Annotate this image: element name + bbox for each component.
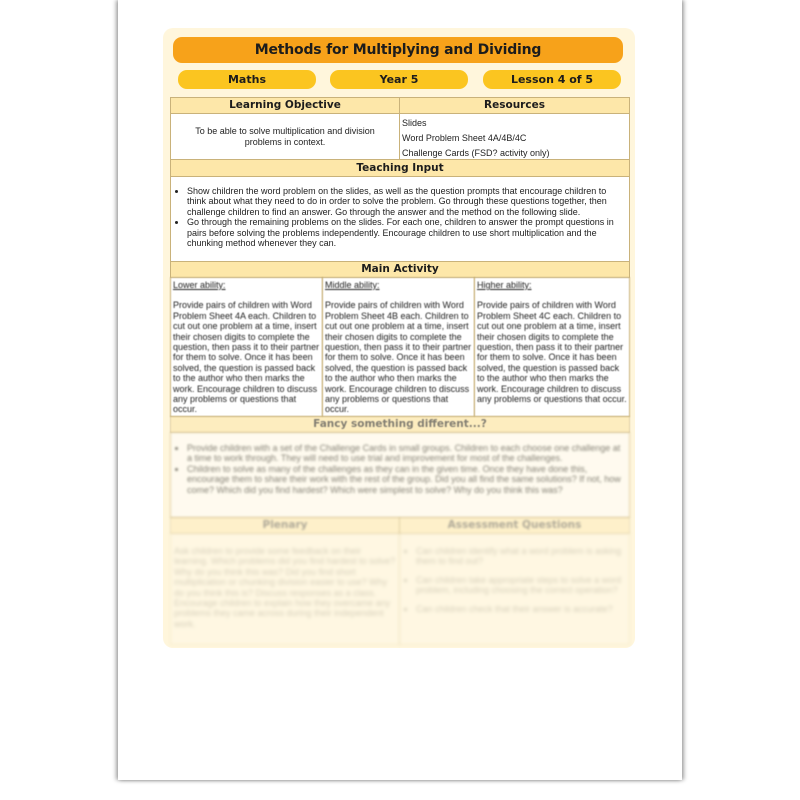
main-activity-header: Main Activity	[170, 261, 630, 278]
lower-ability-text: Provide pairs of children with Word Problem Sheet 4A each. Children to cut out one problem at a time, insert their chosen digits to complete the question, then pass it to their partner for them to solve. Once it has been solved, the question is passed back to the author who then marks the work. Encourage children to discuss any problems or questions that occur.	[173, 300, 320, 415]
higher-ability-label: Higher ability:	[477, 280, 532, 290]
plenary-box	[170, 533, 400, 645]
resource-item: Challenge Cards (FSD? activity only)	[402, 148, 550, 158]
teaching-input-item: • Show children the word problem on the slides, as well as the question prompts that encourage children to think about what they need to do in order to solve the problem. Go through these questions together, then challenge children to find an answer. Go through the answer and the method on the following slide.	[187, 186, 626, 217]
plenary-header: Plenary	[170, 517, 400, 534]
fancy-something-different-box	[170, 432, 630, 518]
assessment-item: • Can children take appropriate steps to solve a word problem, including choosing the correct operation?	[416, 575, 626, 596]
resources-header: Resources	[399, 97, 630, 114]
learning-objective-box	[170, 113, 400, 160]
assessment-list	[403, 546, 626, 614]
assessment-questions-box	[399, 533, 630, 645]
resource-item: Word Problem Sheet 4A/4B/4C	[402, 133, 527, 143]
teaching-input-list	[174, 186, 626, 248]
fancy-item: • Children to solve as many of the challenges as they can in the given time. Once they have done this, encourage them to share their work with the rest of the group. Did you all find the same solutions? If not, how come? Which did you find hardest? Which were simplest to solve? Why do you think this was?	[187, 464, 626, 495]
lower-ability-box	[170, 277, 323, 417]
lower-ability-label: Lower ability:	[173, 280, 226, 290]
page-title: Methods for Multiplying and Dividing	[173, 37, 623, 63]
higher-ability-text: Provide pairs of children with Word Problem Sheet 4C each. Children to cut out one problem at a time, insert their chosen digits to complete the question, then pass it to their partner for them to solve. Once it has been solved, the question is passed back to the author who then marks the work. Encourage children to discuss any problems or questions that occur.	[477, 300, 627, 405]
plenary-text: Ask children to provide some feedback on their learning. Which problems did you find hardest to solve? Why do you think this was? Did you find short multiplication or chunking division easier to use? Why do you think this is? Discuss responses as a class. Encourage children to explain how they overcame any problems they came across during their independent work.	[174, 546, 396, 629]
fancy-list	[174, 443, 626, 495]
fancy-something-different-header: Fancy something different...?	[170, 416, 630, 433]
middle-ability-label: Middle ability:	[325, 280, 380, 290]
resource-item: Slides	[402, 118, 427, 128]
assessment-item: • Can children check that their answer is accurate?	[416, 604, 626, 614]
middle-ability-text: Provide pairs of children with Word Problem Sheet 4B each. Children to cut out one problem at a time, insert their chosen digits to complete the question, then pass it to their partner for them to solve. Once it has been solved, the question is passed back to the author who then marks the work. Encourage children to discuss any problems or questions that occur.	[325, 300, 472, 415]
lesson-pill: Lesson 4 of 5	[483, 70, 621, 89]
assessment-questions-header: Assessment Questions	[399, 517, 630, 534]
middle-ability-box	[322, 277, 475, 417]
learning-objective-text: To be able to solve multiplication and division problems in context.	[195, 126, 375, 147]
resources-box	[399, 113, 630, 160]
teaching-input-header: Teaching Input	[170, 159, 630, 177]
fancy-item: • Provide children with a set of the Challenge Cards in small groups. Children to each choose one challenge at a time to work through. They will need to use trial and improvement for most of the challenges.	[187, 443, 626, 464]
teaching-input-item: • Go through the remaining problems on the slides. For each one, children to answer the prompt questions in pairs before solving the problems independently. Encourage children to use short multiplication and the chunking method whenever they can.	[187, 217, 626, 248]
assessment-item: • Can children identify what a word problem is asking them to find out?	[416, 546, 626, 567]
learning-objective-header: Learning Objective	[170, 97, 400, 114]
subject-pill: Maths	[178, 70, 316, 89]
higher-ability-box	[474, 277, 630, 417]
year-pill: Year 5	[330, 70, 468, 89]
teaching-input-box	[170, 176, 630, 262]
